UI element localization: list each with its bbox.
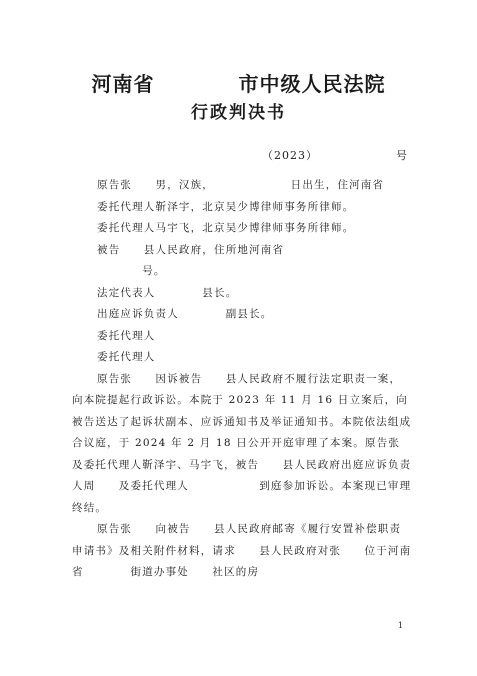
paragraph-agent-4: 委托代理人 xyxy=(97,351,156,363)
court-title: 河南省 市中级人民法院 xyxy=(91,72,386,96)
document-title: 行政判决书 xyxy=(191,103,286,123)
paragraph-defendant: 被告 县人民政府，住所地河南省 xyxy=(97,243,285,256)
case-number-suffix: 号 xyxy=(396,149,407,162)
paragraph-facts: 原告张 向被告 县人民政府邮寄《履行安置补偿职责申请书》及相关附件材料，请求 县人民政府对张 位于河南省 街道办事处 社区的房 xyxy=(72,523,412,578)
paragraph-procedure: 原告张 因诉被告 县人民政府不履行法定职责一案，向本院提起行政诉讼。本院于 2023 年 11 月 16 日立案后，向被告送达了起诉状副本、应诉通知书及举证通知书。本院依法组成合议庭，于 2024 年 2 月 18 日公开开庭审理了本案。原告张 及委托代理人靳泽宇、马宇飞，被告 县人民政府出庭应诉负责人周 及委托代理人 到庭参加诉讼。本案现已审理终结。 xyxy=(72,372,424,514)
case-number: （2023） xyxy=(262,149,318,162)
paragraph-agent-3: 委托代理人 xyxy=(97,329,156,342)
page-number: 1 xyxy=(397,621,403,630)
paragraph-plaintiff: 原告张 男，汉族， 日出生，住河南省 xyxy=(97,179,385,191)
paragraph-court-rep: 出庭应诉负责人 副县长。 xyxy=(97,308,273,320)
document-body xyxy=(72,175,424,584)
paragraph-legal-rep: 法定代表人 县长。 xyxy=(97,286,238,299)
paragraph-address-cont: 号。 xyxy=(72,265,166,277)
paragraph-agent-1: 委托代理人靳泽宇，北京吴少博律师事务所律师。 xyxy=(97,200,355,213)
paragraph-agent-2: 委托代理人马宇飞，北京吴少博律师事务所律师。 xyxy=(97,222,355,234)
